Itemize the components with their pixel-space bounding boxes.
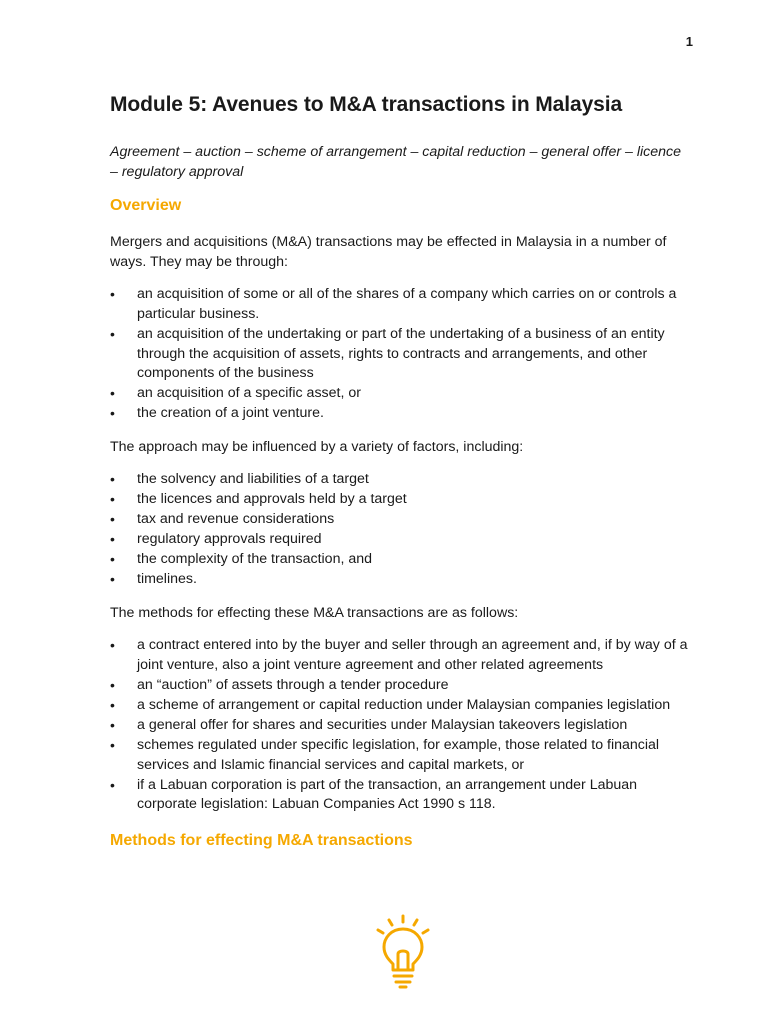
lightbulb-icon [372, 914, 434, 990]
list-item: • the licences and approvals held by a target [110, 490, 690, 510]
overview-heading: Overview [110, 197, 182, 215]
list-item: • timelines. [110, 570, 690, 590]
list-item: • an acquisition of some or all of the shares of a company which carries on or controls a particular business. [110, 285, 690, 324]
list-item: • a contract entered into by the buyer and seller through an agreement and, if by way of a joint venture, also a joint venture agreement and other related agreements [110, 636, 690, 675]
list-item: • the complexity of the transaction, and [110, 550, 690, 570]
list-item: • the creation of a joint venture. [110, 404, 690, 424]
list-item: • if a Labuan corporation is part of the transaction, an arrangement under Labuan corporate legislation: Labuan Companies Act 1990 s 118. [110, 776, 690, 815]
methods-heading: Methods for effecting M&A transactions [110, 831, 413, 849]
page-subtitle: Agreement – auction – scheme of arrangement – capital reduction – general offer – licence – regulatory approval [110, 144, 681, 181]
list-item: • tax and revenue considerations [110, 510, 690, 530]
factors-intro: The approach may be influenced by a variety of factors, including: [110, 438, 524, 455]
list-item: • an “auction” of assets through a tender procedure [110, 676, 690, 696]
methods-intro: The methods for effecting these M&A transactions are as follows: [110, 604, 519, 621]
methods-list [110, 636, 690, 815]
list-item: • an acquisition of the undertaking or part of the undertaking of a business of an entity through the acquisition of assets, rights to contracts and arrangements, and other components of the business [110, 325, 690, 384]
list-item: • the solvency and liabilities of a target [110, 470, 690, 490]
list-item: • schemes regulated under specific legislation, for example, those related to financial services and Islamic financial services and capital markets, or [110, 736, 690, 775]
overview-intro: Mergers and acquisitions (M&A) transactions may be effected in Malaysia in a number of ways. They may be through: [110, 234, 667, 271]
page-number: 1 [685, 34, 693, 49]
ways-list [110, 285, 690, 424]
list-item: • a scheme of arrangement or capital reduction under Malaysian companies legislation [110, 696, 690, 716]
list-item: • an acquisition of a specific asset, or [110, 384, 690, 404]
factors-list [110, 470, 690, 590]
page-content [110, 92, 690, 852]
page-title: Module 5: Avenues to M&A transactions in Malaysia [110, 93, 623, 116]
list-item: • a general offer for shares and securities under Malaysian takeovers legislation [110, 716, 690, 736]
list-item: • regulatory approvals required [110, 530, 690, 550]
